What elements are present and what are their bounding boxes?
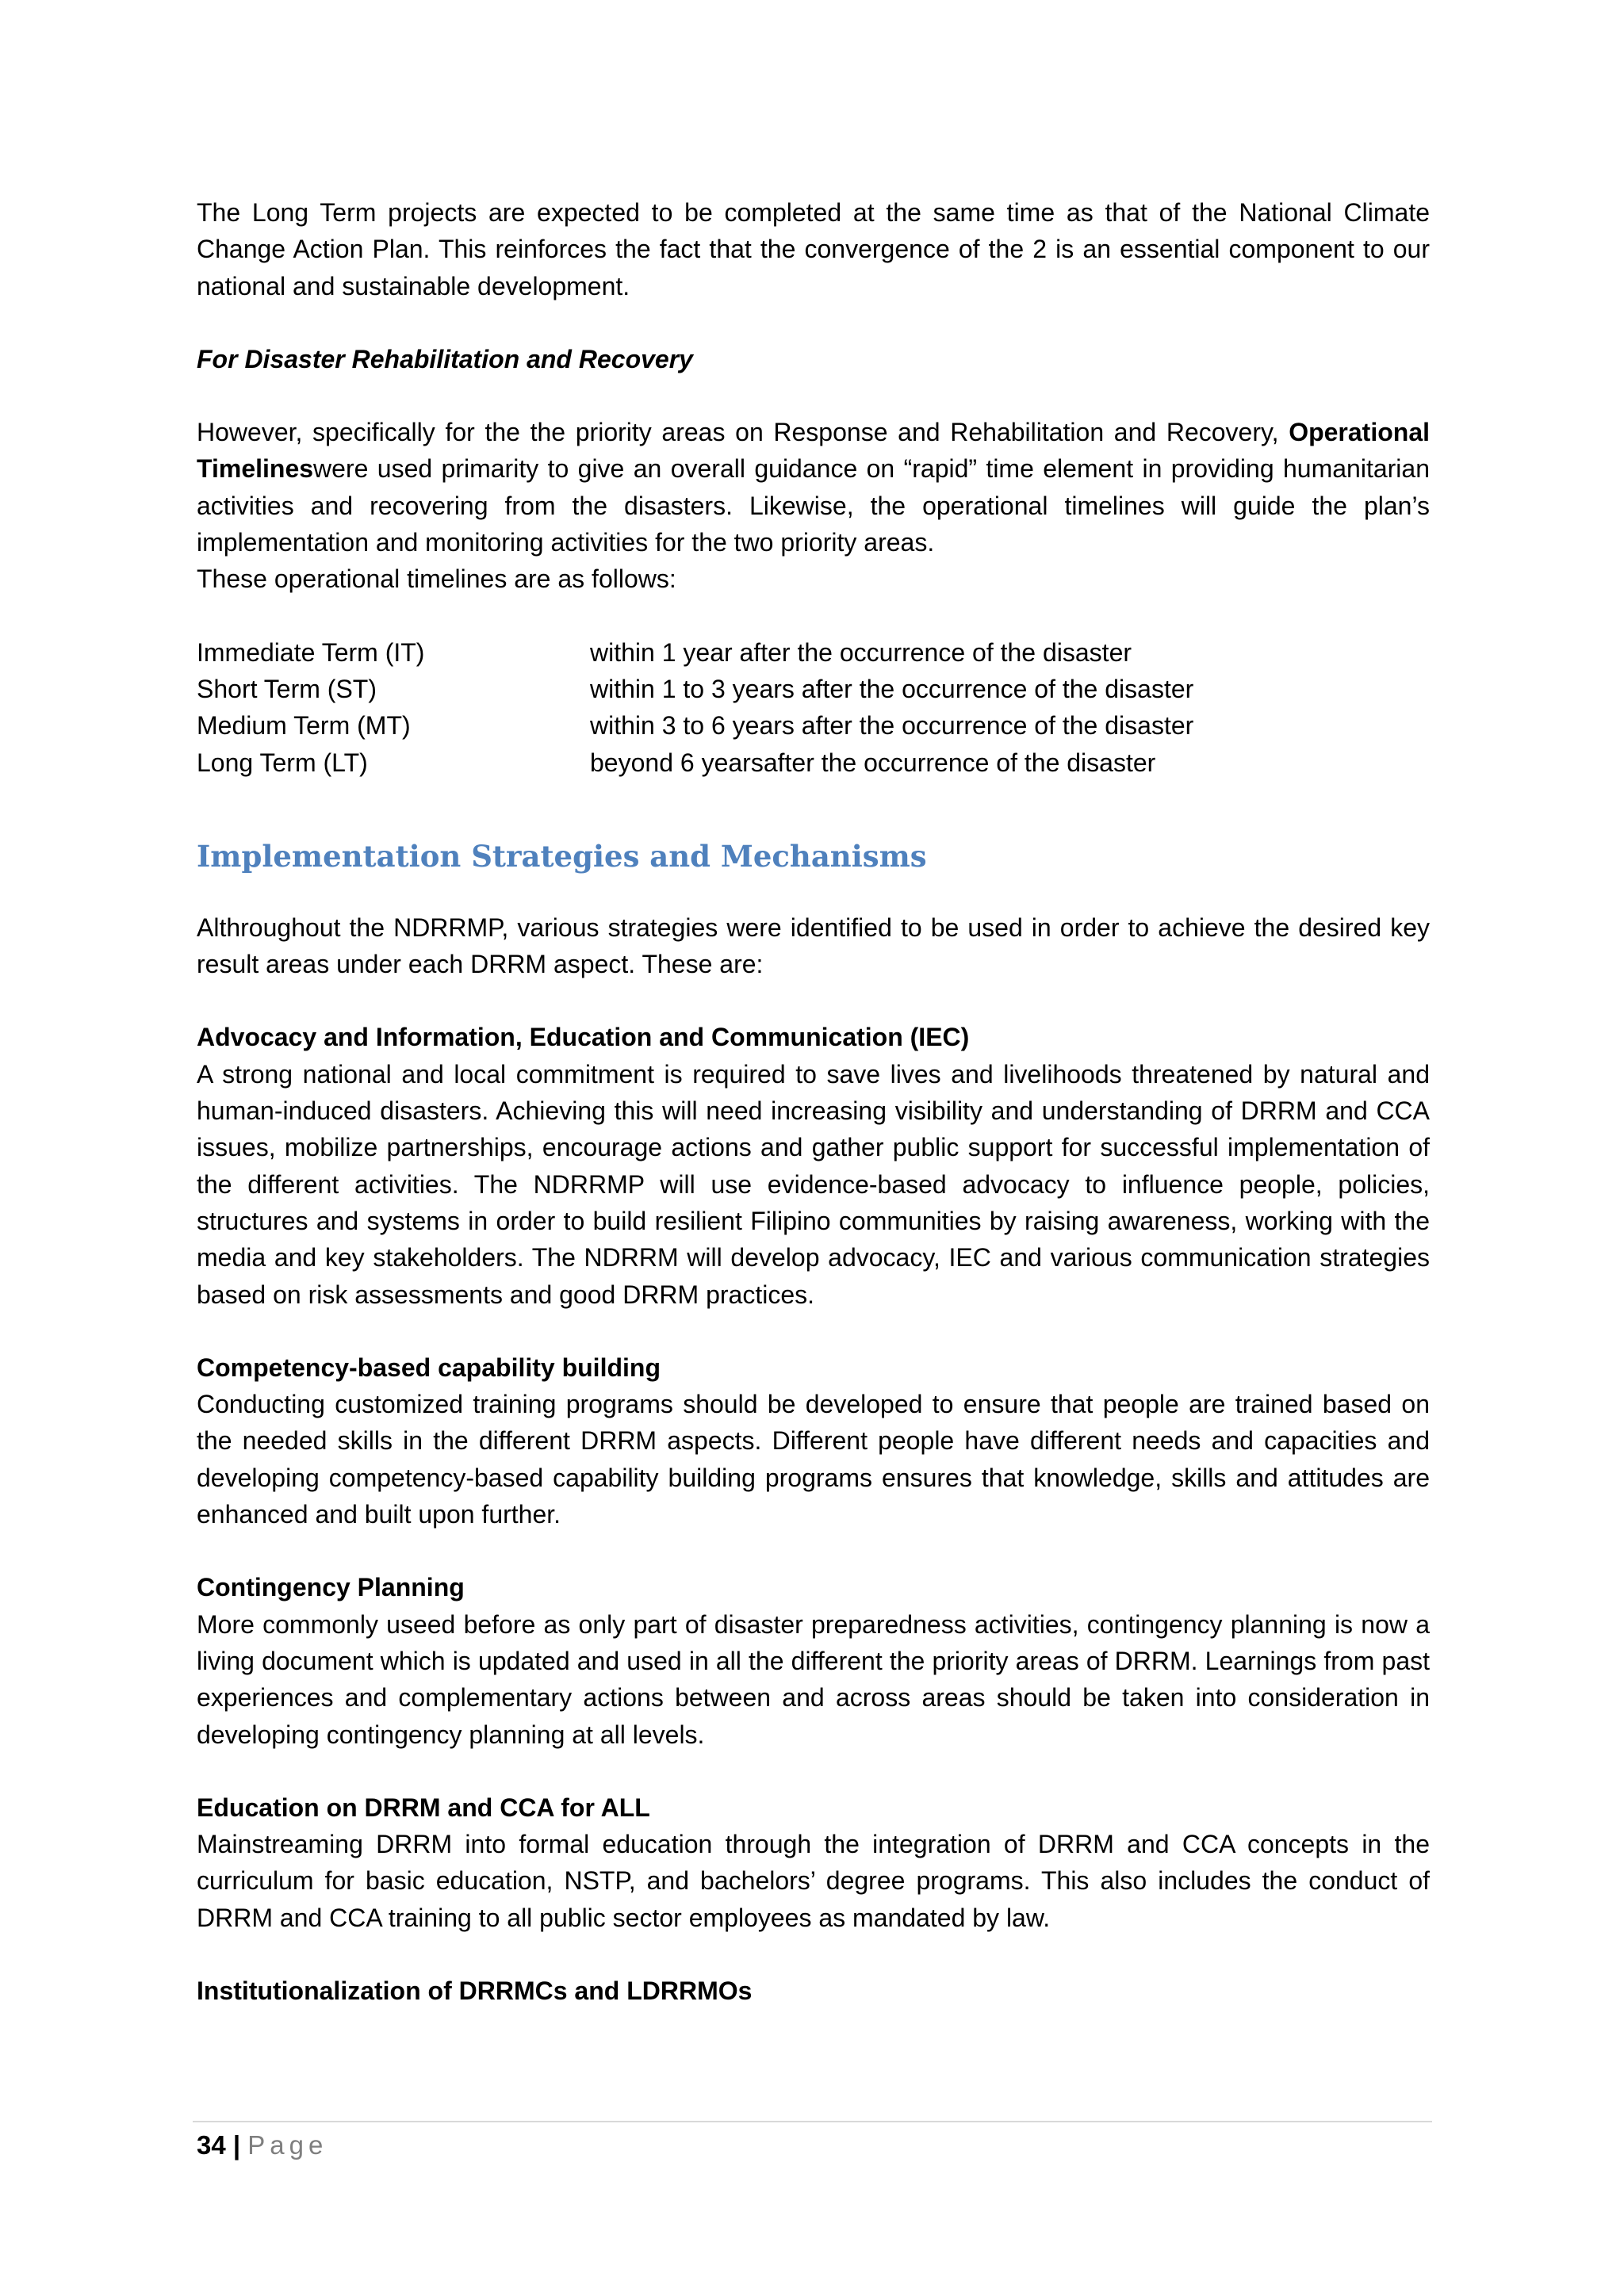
timeline-row: [197, 744, 1430, 781]
timeline-term: Short Term (ST): [197, 674, 377, 703]
last-heading: Institutionalization of DRRMCs and LDRRMOs: [197, 1976, 753, 2005]
timeline-row: [197, 671, 1430, 707]
strategy-block: [197, 1019, 1430, 1312]
footer-divider: [193, 2121, 1432, 2122]
timeline-desc: beyond 6 yearsafter the occurrence of the disaster: [590, 748, 1156, 777]
timeline-term: Medium Term (MT): [197, 711, 411, 740]
document-body: [197, 194, 1430, 2009]
timeline-term: Immediate Term (IT): [197, 637, 425, 667]
intro-paragraph: The Long Term projects are expected to be completed at the same time as that of the National Climate Change Action Plan. This reinforces the fact that the convergence of the 2 is an essential component to our national and sustainable development.: [197, 198, 1430, 300]
rehab-paragraph-last: These operational timelines are as follows:: [197, 564, 676, 594]
strategy-block: [197, 1569, 1430, 1752]
strategy-body: A strong national and local commitment is required to save lives and livelihoods threatened by natural and human-induced disasters. Achieving this will need increasing visibility and understanding of DRRM and CCA issues, mobilize partnerships, encourage actions and gather public support for successful implementation of the different activities. The NDRRMP will use evidence-based advocacy to influence people, policies, structures and systems in order to build resilient Filipino communities by raising awareness, working with the media and key stakeholders. The NDRRM will develop advocacy, IEC and various communication strategies based on risk assessments and good DRRM practices.: [197, 1059, 1430, 1309]
page-number: 34: [197, 2130, 226, 2160]
strategy-body: Mainstreaming DRRM into formal education through the integration of DRRM and CCA concepts in the curriculum for basic education, NSTP, and bachelors’ degree programs. This also includes the conduct of DRRM and CCA training to all public sector employees as mandated by law.: [197, 1830, 1430, 1932]
strategy-body: More commonly useed before as only part of disaster preparedness activities, contingency planning is now a living document which is updated and used in all the different the priority areas of DRRM. Learnings from past experiences and complementary actions between and across areas should be taken into consideration in developing contingency planning at all levels.: [197, 1609, 1430, 1749]
timeline-term: Long Term (LT): [197, 748, 368, 777]
rehab-paragraph-rest: were used primarity to give an overall guidance on “rapid” time element in providing humanitarian activities and recovering from the disasters. Likewise, the operational timelines will guide the plan’s implementation and monitoring activities for the two priority areas.: [197, 454, 1430, 557]
strategy-title: Advocacy and Information, Education and Communication (IEC): [197, 1023, 970, 1052]
section-heading: Implementation Strategies and Mechanisms: [197, 838, 927, 874]
page-label: Page: [247, 2130, 328, 2160]
strategy-title: Competency-based capability building: [197, 1353, 661, 1382]
strategy-block: [197, 1349, 1430, 1533]
rehab-heading: For Disaster Rehabilitation and Recovery: [197, 344, 693, 373]
timeline-row: [197, 707, 1430, 744]
timeline-row: [197, 634, 1430, 671]
strategy-title: Education on DRRM and CCA for ALL: [197, 1793, 650, 1822]
timeline-desc: within 3 to 6 years after the occurrence of the disaster: [590, 711, 1194, 740]
strategy-title: Contingency Planning: [197, 1573, 465, 1602]
rehab-paragraph: [197, 414, 1430, 561]
timeline-list: [197, 634, 1430, 781]
strategy-body: Conducting customized training programs should be developed to ensure that people are trained based on the needed skills in the different DRRM aspects. Different people have different needs and capacities and developing competency-based capability building programs ensures that knowledge, skills and attitudes are enhanced and built upon further.: [197, 1390, 1430, 1529]
rehab-paragraph-lead: However, specifically for the the priority areas on Response and Rehabilitation and Recovery,: [197, 418, 1289, 447]
timeline-desc: within 1 year after the occurrence of the disaster: [590, 637, 1132, 667]
footer-separator: |: [232, 2130, 241, 2160]
section-intro: Althroughout the NDRRMP, various strategies were identified to be used in order to achieve the desired key result areas under each DRRM aspect. These are:: [197, 913, 1430, 979]
strategy-block: [197, 1789, 1430, 1936]
operational-timelines-term: Operational Timelines: [197, 418, 1430, 484]
timeline-desc: within 1 to 3 years after the occurrence of the disaster: [590, 674, 1194, 703]
page-footer: [197, 2127, 327, 2164]
